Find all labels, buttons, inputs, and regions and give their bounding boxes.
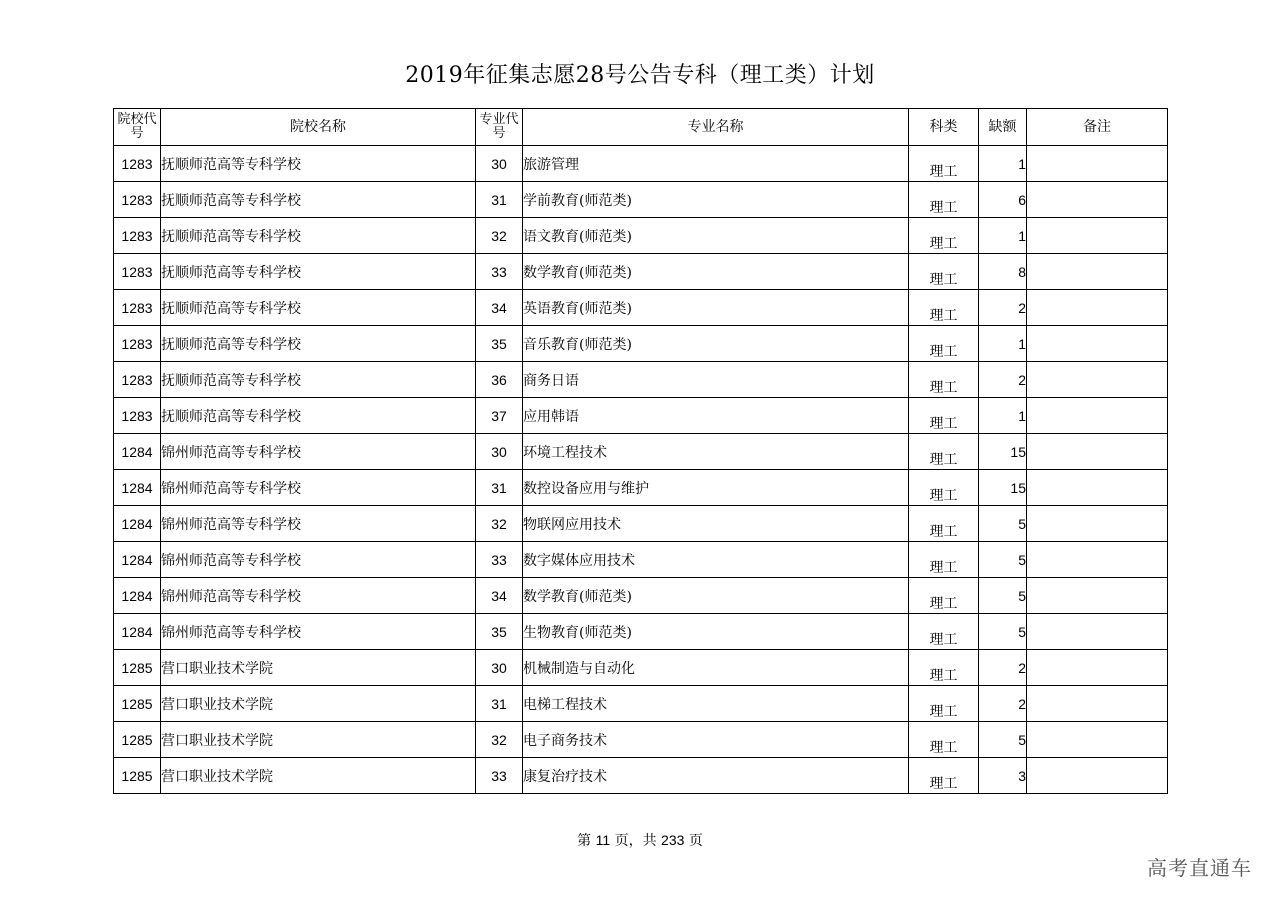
table-row [114,650,1168,686]
cell-school-name: 锦州师范高等专科学校 [161,614,476,650]
cell-major-code: 35 [476,326,523,362]
table-row [114,326,1168,362]
table-row [114,722,1168,758]
cell-school-code: 1283 [114,254,161,290]
table-row [114,542,1168,578]
header-remarks: 备注 [1027,109,1168,146]
table-body [114,146,1168,794]
watermark: 高考直通车 [1147,856,1252,880]
cell-major-name: 物联网应用技术 [523,506,909,542]
cell-school-name: 营口职业技术学院 [161,722,476,758]
cell-school-name: 抚顺师范高等专科学校 [161,218,476,254]
cell-remarks [1027,290,1168,326]
cell-quota: 3 [979,758,1027,794]
cell-remarks [1027,722,1168,758]
cell-major-name: 康复治疗技术 [523,758,909,794]
header-major-code: 专业代号 [476,109,523,146]
cell-major-code: 31 [476,470,523,506]
cell-category: 理工 [909,182,979,218]
cell-school-code: 1283 [114,290,161,326]
cell-remarks [1027,686,1168,722]
cell-remarks [1027,506,1168,542]
cell-major-code: 31 [476,686,523,722]
cell-remarks [1027,758,1168,794]
cell-category: 理工 [909,398,979,434]
cell-major-name: 数字媒体应用技术 [523,542,909,578]
cell-school-code: 1283 [114,398,161,434]
cell-major-name: 学前教育(师范类) [523,182,909,218]
cell-school-code: 1283 [114,326,161,362]
cell-quota: 2 [979,362,1027,398]
cell-category: 理工 [909,146,979,182]
footer-page-number: 11 [595,832,611,848]
cell-major-name: 生物教育(师范类) [523,614,909,650]
table-row [114,434,1168,470]
cell-school-name: 锦州师范高等专科学校 [161,470,476,506]
cell-school-name: 抚顺师范高等专科学校 [161,290,476,326]
cell-major-code: 32 [476,506,523,542]
cell-major-name: 数控设备应用与维护 [523,470,909,506]
cell-school-code: 1284 [114,506,161,542]
cell-quota: 2 [979,686,1027,722]
cell-major-name: 数学教育(师范类) [523,578,909,614]
table-row [114,758,1168,794]
cell-major-code: 36 [476,362,523,398]
header-quota: 缺额 [979,109,1027,146]
cell-category: 理工 [909,542,979,578]
cell-school-name: 锦州师范高等专科学校 [161,434,476,470]
cell-remarks [1027,434,1168,470]
cell-major-name: 语文教育(师范类) [523,218,909,254]
cell-quota: 1 [979,146,1027,182]
cell-major-code: 30 [476,434,523,470]
cell-major-code: 34 [476,290,523,326]
cell-quota: 2 [979,650,1027,686]
cell-remarks [1027,578,1168,614]
cell-remarks [1027,398,1168,434]
cell-major-name: 环境工程技术 [523,434,909,470]
cell-major-name: 旅游管理 [523,146,909,182]
cell-school-name: 抚顺师范高等专科学校 [161,326,476,362]
cell-school-code: 1285 [114,650,161,686]
cell-quota: 5 [979,506,1027,542]
cell-major-code: 32 [476,218,523,254]
cell-category: 理工 [909,218,979,254]
cell-major-code: 33 [476,254,523,290]
cell-quota: 1 [979,398,1027,434]
cell-school-code: 1283 [114,218,161,254]
cell-remarks [1027,182,1168,218]
cell-major-name: 电子商务技术 [523,722,909,758]
cell-quota: 6 [979,182,1027,218]
cell-quota: 15 [979,470,1027,506]
cell-major-code: 37 [476,398,523,434]
table-row [114,254,1168,290]
cell-remarks [1027,542,1168,578]
table-header-row [114,109,1168,146]
cell-major-name: 应用韩语 [523,398,909,434]
cell-remarks [1027,362,1168,398]
cell-school-name: 锦州师范高等专科学校 [161,578,476,614]
table-row [114,290,1168,326]
cell-remarks [1027,470,1168,506]
cell-category: 理工 [909,362,979,398]
cell-major-name: 商务日语 [523,362,909,398]
cell-school-name: 抚顺师范高等专科学校 [161,146,476,182]
table-row [114,398,1168,434]
footer-suffix: 页 [684,833,703,849]
table-row [114,362,1168,398]
cell-school-name: 抚顺师范高等专科学校 [161,254,476,290]
cell-school-code: 1284 [114,578,161,614]
cell-category: 理工 [909,614,979,650]
cell-school-code: 1285 [114,722,161,758]
cell-school-code: 1283 [114,146,161,182]
cell-remarks [1027,254,1168,290]
cell-quota: 8 [979,254,1027,290]
cell-school-name: 营口职业技术学院 [161,758,476,794]
cell-quota: 5 [979,614,1027,650]
cell-school-name: 抚顺师范高等专科学校 [161,182,476,218]
cell-major-code: 33 [476,542,523,578]
header-category: 科类 [909,109,979,146]
cell-major-code: 30 [476,146,523,182]
table-row [114,218,1168,254]
footer-middle: 页，共 [610,833,662,849]
cell-remarks [1027,614,1168,650]
table-row [114,146,1168,182]
cell-quota: 1 [979,218,1027,254]
cell-school-code: 1284 [114,542,161,578]
cell-category: 理工 [909,650,979,686]
cell-major-name: 音乐教育(师范类) [523,326,909,362]
table-row [114,506,1168,542]
cell-school-name: 抚顺师范高等专科学校 [161,362,476,398]
cell-major-name: 机械制造与自动化 [523,650,909,686]
cell-major-code: 33 [476,758,523,794]
admission-plan-table [113,108,1168,794]
cell-category: 理工 [909,290,979,326]
cell-remarks [1027,326,1168,362]
cell-major-code: 34 [476,578,523,614]
header-school-code: 院校代号 [114,109,161,146]
page-footer [0,830,1280,850]
header-major-name: 专业名称 [523,109,909,146]
cell-category: 理工 [909,434,979,470]
cell-category: 理工 [909,254,979,290]
cell-category: 理工 [909,686,979,722]
footer-total-pages: 233 [661,832,685,848]
cell-school-code: 1285 [114,686,161,722]
cell-major-code: 35 [476,614,523,650]
cell-major-name: 数学教育(师范类) [523,254,909,290]
table-row [114,578,1168,614]
page-title: 2019年征集志愿28号公告专科（理工类）计划 [405,63,875,88]
table-row [114,614,1168,650]
footer-prefix: 第 [577,833,596,849]
cell-school-name: 抚顺师范高等专科学校 [161,398,476,434]
cell-school-name: 锦州师范高等专科学校 [161,506,476,542]
cell-school-code: 1284 [114,614,161,650]
cell-major-name: 英语教育(师范类) [523,290,909,326]
cell-category: 理工 [909,506,979,542]
cell-quota: 5 [979,542,1027,578]
cell-school-name: 锦州师范高等专科学校 [161,542,476,578]
cell-major-code: 31 [476,182,523,218]
cell-category: 理工 [909,758,979,794]
cell-quota: 5 [979,722,1027,758]
cell-major-code: 30 [476,650,523,686]
cell-remarks [1027,650,1168,686]
header-school-name: 院校名称 [161,109,476,146]
table-row [114,686,1168,722]
cell-category: 理工 [909,326,979,362]
table-row [114,470,1168,506]
cell-school-code: 1285 [114,758,161,794]
cell-remarks [1027,146,1168,182]
cell-category: 理工 [909,722,979,758]
cell-school-code: 1284 [114,434,161,470]
cell-school-name: 营口职业技术学院 [161,686,476,722]
cell-remarks [1027,218,1168,254]
cell-quota: 5 [979,578,1027,614]
cell-school-code: 1283 [114,362,161,398]
cell-major-name: 电梯工程技术 [523,686,909,722]
cell-quota: 1 [979,326,1027,362]
cell-school-code: 1283 [114,182,161,218]
cell-school-name: 营口职业技术学院 [161,650,476,686]
cell-quota: 2 [979,290,1027,326]
cell-quota: 15 [979,434,1027,470]
table-row [114,182,1168,218]
cell-category: 理工 [909,470,979,506]
cell-category: 理工 [909,578,979,614]
cell-school-code: 1284 [114,470,161,506]
cell-major-code: 32 [476,722,523,758]
